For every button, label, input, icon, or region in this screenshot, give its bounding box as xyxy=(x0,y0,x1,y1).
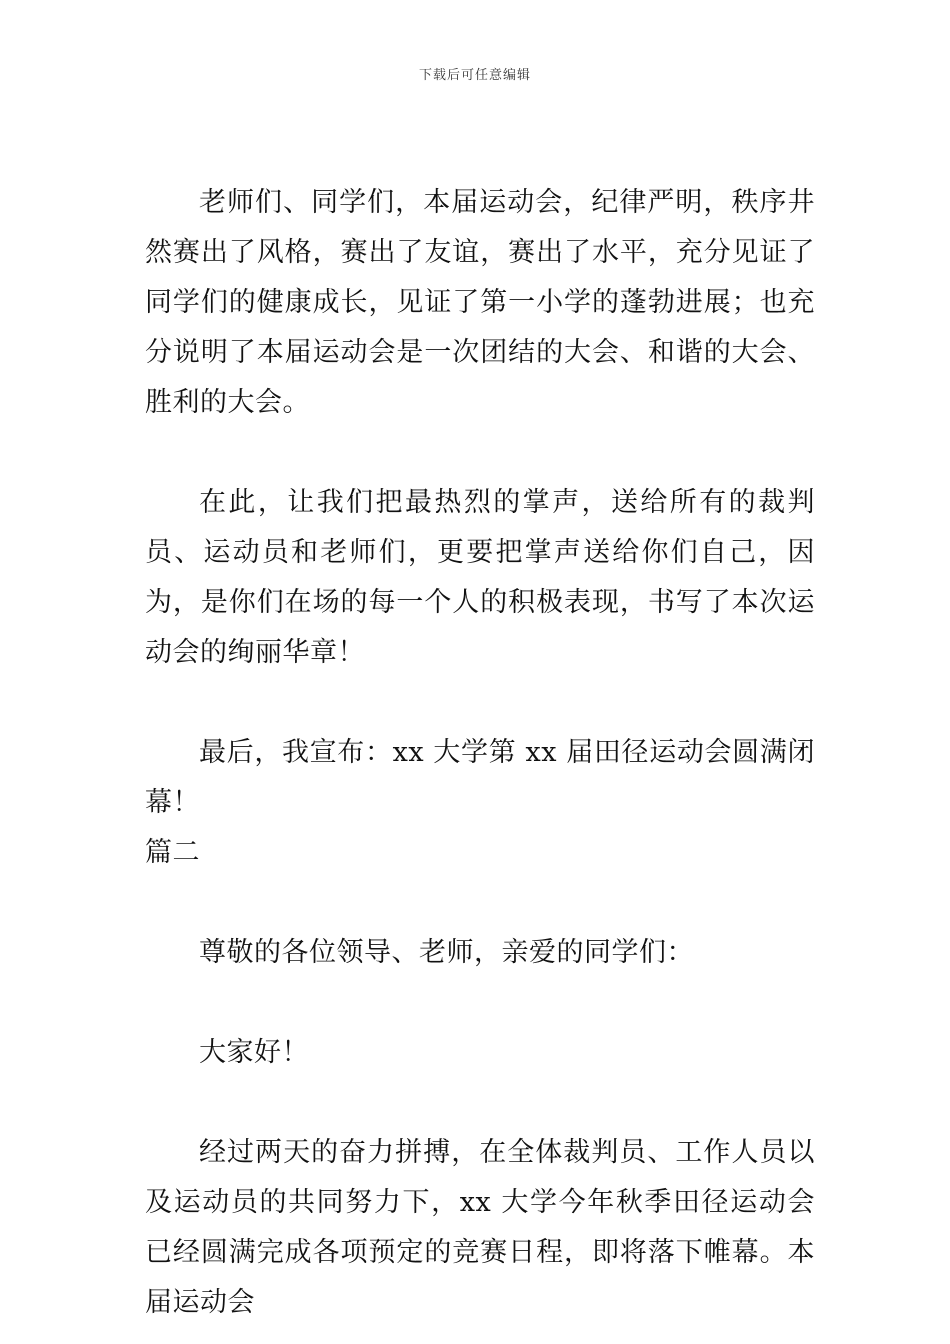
paragraph-salutation: 尊敬的各位领导、老师，亲爱的同学们： xyxy=(199,937,694,968)
paragraph-gap xyxy=(145,678,815,728)
paragraph-gap xyxy=(145,978,815,1028)
paragraph-opening: 经过两天的奋力拼搏，在全体裁判员、工作人员以及运动员的共同努力下，xx 大学今年秋季田径运动会已经圆满完成各项预定的竞赛日程，即将落下帷幕。本届运动会 xyxy=(145,1137,815,1318)
paragraph-gap xyxy=(145,878,815,928)
document-body xyxy=(145,178,815,1328)
paragraph-gap xyxy=(145,428,815,478)
paragraph-closing-praise: 老师们、同学们，本届运动会，纪律严明，秩序井然赛出了风格，赛出了友谊，赛出了水平，充分见证了同学们的健康成长，见证了第一小学的蓬勃进展；也充分说明了本届运动会是一次团结的大会、和谐的大会、胜利的大会。 xyxy=(145,187,815,418)
page-header: 下载后可任意编辑 xyxy=(418,68,531,83)
paragraph-declaration: 最后，我宣布：xx 大学第 xx 届田径运动会圆满闭幕！ xyxy=(145,737,815,818)
section-heading: 篇二 xyxy=(145,837,200,868)
paragraph-greeting: 大家好！ xyxy=(199,1037,309,1068)
paragraph-gap xyxy=(145,1078,815,1128)
paragraph-applause: 在此，让我们把最热烈的掌声，送给所有的裁判员、运动员和老师们，更要把掌声送给你们自己，因为，是你们在场的每一个人的积极表现，书写了本次运动会的绚丽华章！ xyxy=(145,487,815,668)
